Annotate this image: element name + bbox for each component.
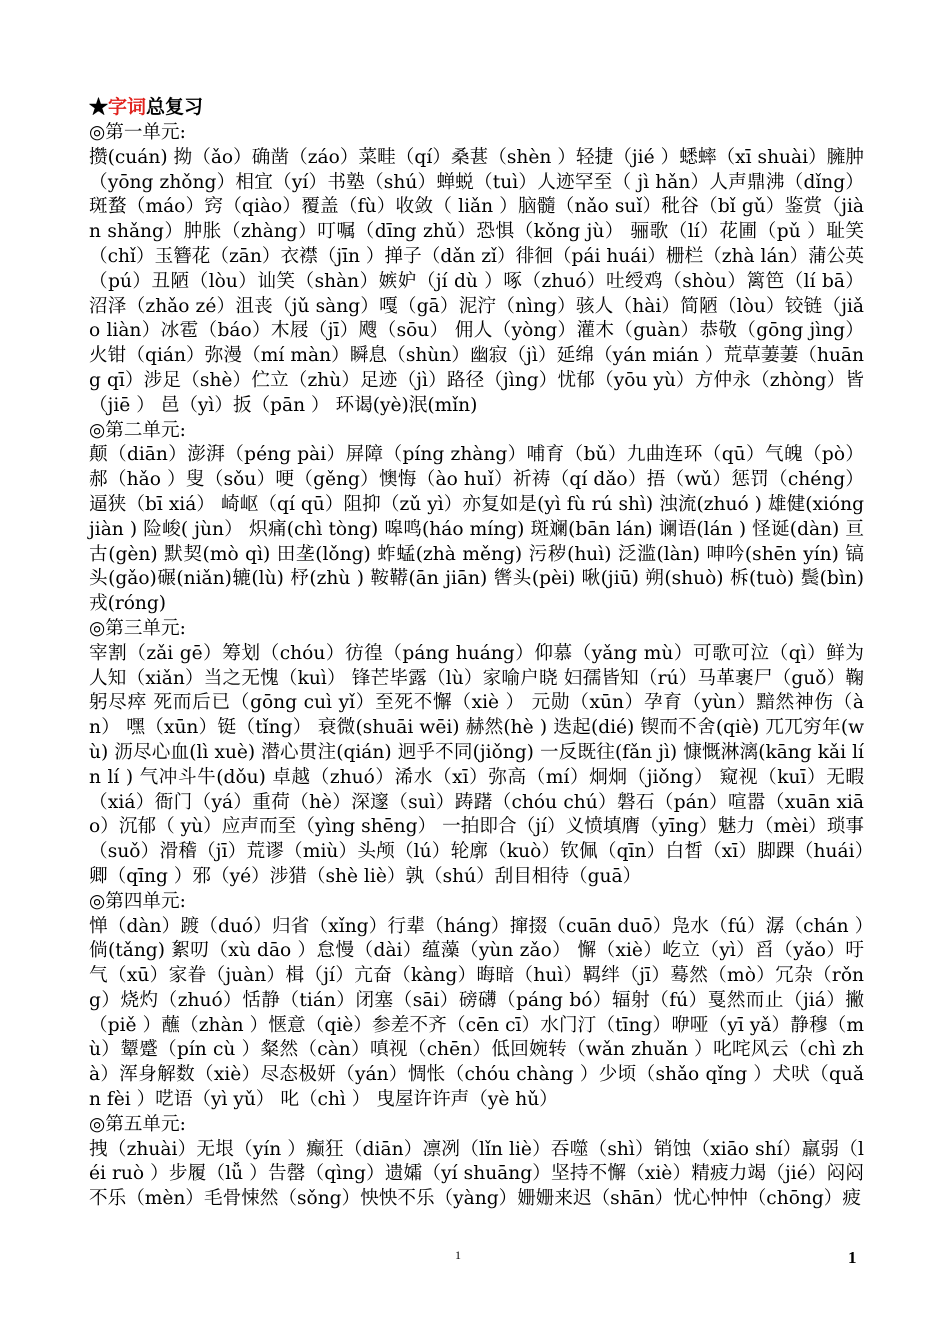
unit-3-text: 宰割（zǎi gē）筹划（chóu）彷徨（páng huáng）仰慕（yǎng mù）可歌可泣（qì）鲜为人知（xiǎn）当之无愧（kuì） 锋芒毕露（lù）家喻户晓 妇孺皆知（rú）马革裹尸（guǒ）鞠躬尽瘁 死而后已（gōng cuì yǐ）至死不懈（xiè ） 元勋（xūn）孕育（yùn）黯然神伤（àn） 嘿（xūn）铤（tǐng） 衰微(shuāi wēi) 赫然(hè ) 迭起(dié) 锲而不舍(qiè) 兀兀穷年(wù) 沥尽心血(lì xuè) 潜心贯注(qián) 迥乎不同(jiǒng) 一反既往(fǎn jì) 慷慨淋漓(kāng kǎi lín lí ) 气冲斗牛(dǒu) 卓越（zhuó）浠水（xī）弥高（mí）炯炯（jiǒng） 窥视（kuī）无暇（xiá）衙门（yá）重荷（hè）深邃（suì）踌躇（chóu chú）磐石（pán）喧嚣（xuān xiāo）沉郁（ yù）应声而至（yìng shēng） 一拍即合（jí）义愤填膺（yīng）魅力（mèi）琐事（suǒ）滑稽（jī）荒谬（miù）头颅（lú）轮廓（kuò）钦佩（qīn）白皙（xī）脚踝（huái）卿（qīng ）邪（yé）涉猎（shè liè）孰（shú）刮目相待（guā） — [89, 642, 864, 887]
title-red-part: 字词 — [108, 96, 147, 118]
unit-3-heading: ◎第三单元: — [89, 617, 186, 639]
unit-5-heading: ◎第五单元: — [89, 1113, 186, 1135]
page-title — [89, 94, 864, 121]
unit-1-text: 攒(cuán) 拗（ǎo）确凿（záo）菜畦（qí）桑葚（shèn ）轻捷（jié ）蟋蟀（xī shuài）臃肿（yōng zhǒng）相宜（yí）书塾（shú）蝉蜕（tuì）人迹罕至（ jì hǎn）人声鼎沸（dǐng）斑蝥（máo）窍（qiào）覆盖（fù）收敛（ liǎn ）脑髓（nǎo suǐ）秕谷（bǐ gǔ）鉴赏（jiàn shǎng）肿胀（zhàng）叮嘱（dīng zhǔ）恐惧（kǒng jù） 骊歌（lí）花圃（pǔ ）耻笑（chǐ）玉簪花（zān）衣襟（jīn ）掸子（dǎn zǐ）徘徊（pái huái）栅栏（zhà lán）蒲公英（pú）丑陋（lòu）讪笑（shàn）嫉妒（jí dù ）啄（zhuó）吐绶鸡（shòu）篱笆（lí bā）沼泽（zhǎo zé）沮丧（jǔ sàng）嘎（gā）泥泞（nìng）骇人（hài）简陋（lòu）铰链（jiǎo liàn）冰雹（báo）木屐（jī）飕（sōu） 佣人（yòng）灌木（guàn）恭敬（gōng jìng）火钳（qián）弥漫（mí màn）瞬息（shùn）幽寂（jì）延绵（yán mián ）荒草萋萋（huāng qī）涉足（shè）伫立（zhù）足迹（jì）路径（jìng）忧郁（yōu yù）方仲永（zhòng）皆（jiē ） 邑（yì）扳（pān ） 环谒(yè)泯(mǐn) — [89, 146, 864, 416]
page-number-footer: 1 — [455, 1248, 461, 1262]
unit-4-text: 惮（dàn）踱（duó）归省（xǐng）行辈（háng）撺掇（cuān duō）凫水（fú）潺（chán ）倘(tǎng) 絮叨（xù dāo ）怠慢（dài）蕴藻（yùn zǎo） 懈（xiè）屹立（yì）舀（yǎo）吁气（xū）家眷（juàn）楫（jí）亢奋（kàng）晦暗（huì）羁绊（jī）蓦然（mò）冗杂（rǒng）烧灼（zhuó）恬静（tián）闭塞（sāi）磅礴（páng bó）辐射（fú）戛然而止（jiá）撇（piě ）蘸（zhàn ）惬意（qiè）参差不齐（cēn cī）水门汀（tīng）咿哑（yī yǎ）静穆（mù）颦蹙（pín cù ）粲然（càn）嗔视（chēn）低回婉转（wǎn zhuǎn ）叱咤风云（chì zhà）浑身解数（xiè）尽态极妍（yán）惆怅（chóu chàng ）少顷（shǎo qǐng ）犬吠（quǎn fèi ）呓语（yì yǔ） 叱（chì ） 曳屋许许声（yè hǔ） — [89, 915, 864, 1111]
unit-5-text: 拽（zhuài）无垠（yín ）癫狂（diān）凛冽（lǐn liè）吞噬（shì）销蚀（xiāo shí）羸弱（léi ruò ）步履（lǚ ）告罄（qìng）遗孀（yí shuāng）坚持不懈（xiè）精疲力竭（jié）闷闷不乐（mèn）毛骨悚然（sǒng）怏怏不乐（yàng）姗姗来迟（shān）忧心忡忡（chōng）疲 — [89, 1138, 864, 1210]
unit-2-text: 颠（diān）澎湃（péng pài）屏障（píng zhàng）哺育（bǔ）九曲连环（qū）气魄（pò）郝（hǎo ）叟（sǒu）哽（gěng）懊悔（ào huǐ）祈祷（qí dǎo）捂（wǔ）惩罚（chéng）逼狭（bī xiá） 崎岖（qí qū）阻抑（zǔ yì）亦复如是(yì fù rú shì) 浊流(zhuó ) 雄健(xióng jiàn ) 险峻( jùn） 炽痛(chì tòng) 嗥鸣(háo míng) 斑斓(bān lán) 谰语(lán ) 怪诞(dàn) 亘古(gèn) 默契(mò qì) 田垄(lǒng) 蚱蜢(zhà měng) 污秽(huì) 泛滥(làn) 呻吟(shēn yín) 镐头(gǎo)碾(niǎn)辘(lù) 杼(zhù ) 鞍鞯(ān jiān) 辔头(pèi) 啾(jiū) 朔(shuò) 柝(tuò) 鬓(bìn) 戎(róng) — [89, 444, 864, 615]
page-number-corner: 1 — [848, 1248, 857, 1267]
title-rest: 总复习 — [146, 96, 204, 118]
unit-1-heading: ◎第一单元: — [89, 122, 186, 143]
unit-2-heading: ◎第二单元: — [89, 419, 186, 441]
star-glyph: ★ — [89, 96, 109, 118]
unit-4-heading: ◎第四单元: — [89, 890, 186, 912]
document-page — [89, 94, 864, 1212]
